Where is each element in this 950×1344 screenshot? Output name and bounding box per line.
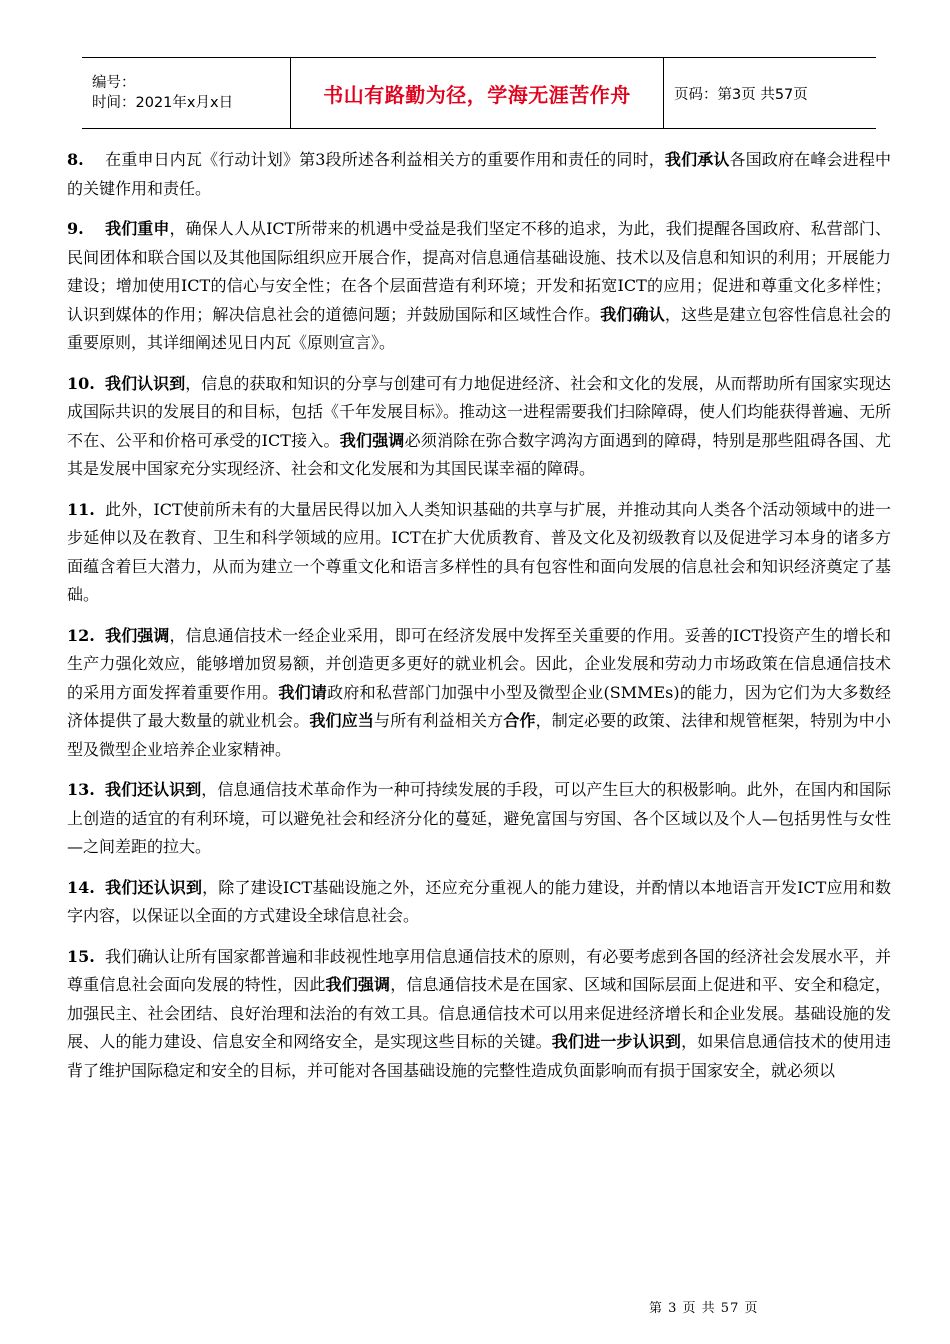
- emphasis-text: 我们承认: [664, 150, 730, 169]
- paragraph-text: ，信息通信技术一经企业采用，即可在经济发展中发挥至关重要的作用。妥善的ICT投资产生的增长和生产力强化效应，能够增加贸易额，并创造更多更好的就业机会。因此，企业发展和劳动力市场政策在信息通信技术的采用方面发挥着重要作用。: [67, 625, 891, 702]
- page-header: [82, 57, 876, 129]
- paragraph-text: ，如果信息通信技术的使用违背了维护国际稳定和安全的目标，并可能对各国基础设施的完整性造成负面影响而有损于国家安全，就必须以: [67, 1032, 891, 1080]
- paragraph-text: ，确保人人从ICT所带来的机遇中受益是我们坚定不移的追求，为此，我们提醒各国政府、私营部门、民间团体和联合国以及其他国际组织应开展合作，提高对信息通信基础设施、技术以及信息和知识的利用；开展能力建设；增加使用ICT的信心与安全性；在各个层面营造有利环境；开发和拓宽ICT的应用；促进和尊重文化多样性；认识到媒体的作用；解决信息社会的道德问题；并鼓励国际和区域性合作。: [67, 219, 891, 324]
- emphasis-text: 我们请: [278, 682, 328, 702]
- paragraph-text: 必须消除在弥合数字鸿沟方面遇到的障碍，特别是那些阻碍各国、尤其是发展中国家充分实现经济、社会和文化发展和为其国民谋幸福的障碍。: [67, 430, 891, 478]
- paragraph-number: 10.: [67, 373, 95, 393]
- emphasis-text: 我们应当: [309, 711, 375, 730]
- paragraph-number: 8.: [67, 150, 84, 169]
- emphasis-text: 我们重申: [105, 219, 170, 238]
- document-body: [67, 146, 891, 1097]
- paragraph-8: [67, 146, 891, 203]
- paragraph-number: 9.: [67, 219, 84, 238]
- paragraph-number: 14.: [67, 877, 95, 897]
- header-page-info: 页码：第3页 共57页: [674, 86, 808, 103]
- emphasis-text: 我们强调: [105, 625, 170, 645]
- emphasis-text: 我们强调: [325, 975, 391, 994]
- paragraph-13: [67, 776, 891, 862]
- paragraph-text: 各国政府在峰会进程中的关键作用和责任。: [67, 150, 891, 198]
- paragraph-text: 我们确认让所有国家都普遍和非歧视性地享用信息通信技术的原则，有必要考虑到各国的经济社会发展水平，并尊重信息社会面向发展的特性，因此: [67, 946, 891, 994]
- emphasis-text: 我们认识到: [105, 373, 186, 393]
- paragraph-text: 此外，ICT使前所未有的大量居民得以加入人类知识基础的共享与扩展，并推动其向人类各个活动领域中的进一步延伸以及在教育、卫生和科学领域的应用。ICT在扩大优质教育、普及文化及初级教育以及促进学习本身的诸多方面蕴含着巨大潜力，从而为建立一个尊重文化和语言多样性的具有包容性和面向发展的信息社会和知识经济奠定了基础。: [67, 499, 891, 604]
- paragraph-number: 11.: [67, 499, 95, 519]
- document-number-label: 编号：: [92, 75, 136, 91]
- paragraph-text: ，除了建设ICT基础设施之外，还应充分重视人的能力建设，并酌情以本地语言开发ICT应用和数字内容，以保证以全面的方式建设全球信息社会。: [67, 877, 891, 925]
- paragraph-10: [67, 370, 891, 484]
- emphasis-text: 我们还认识到: [105, 780, 202, 799]
- paragraph-text: 政府和私营部门加强中小型及微型企业(SMMEs)的能力，因为它们为大多数经济体提供了最大数量的就业机会。: [67, 682, 891, 730]
- paragraph-text: ，这些是建立包容性信息社会的重要原则，其详细阐述见日内瓦《原则宣言》。: [67, 304, 891, 352]
- emphasis-text: 我们确认: [600, 304, 665, 324]
- header-meta: [82, 58, 291, 128]
- paragraph-text: ，制定必要的政策、法律和规管框架，特别为中小型及微型企业培养企业家精神。: [67, 711, 891, 759]
- paragraph-14: [67, 874, 891, 931]
- paragraph-number: 13.: [67, 780, 95, 799]
- emphasis-text: 我们强调: [339, 430, 405, 450]
- paragraph-text: ，信息通信技术是在国家、区域和国际层面上促进和平、安全和稳定，加强民主、社会团结、良好治理和法治的有效工具。信息通信技术可以用来促进经济增长和企业发展。基础设施的发展、人的能力建设、信息安全和网络安全，是实现这些目标的关键。: [67, 975, 891, 1051]
- paragraph-text: 与所有利益相关方: [374, 711, 504, 730]
- paragraph-9: [67, 215, 891, 358]
- emphasis-text: 我们还认识到: [105, 877, 203, 897]
- paragraph-text: 在重申日内瓦《行动计划》第3段所述各利益相关方的重要作用和责任的同时，: [105, 150, 665, 169]
- paragraph-number: 12.: [67, 625, 95, 645]
- header-motto: 书山有路勤为径，学海无涯苦作舟: [291, 58, 664, 128]
- page-footer: 第 3 页 共 57 页: [649, 1301, 759, 1316]
- paragraph-text: ，信息通信技术革命作为一种可持续发展的手段，可以产生巨大的积极影响。此外，在国内和国际上创造的适宜的有利环境，可以避免社会和经济分化的蔓延，避免富国与穷国、各个区域以及个人—包括男性与女性—之间差距的拉大。: [67, 780, 891, 856]
- document-time: 时间：2021年x月x日: [92, 95, 234, 111]
- paragraph-15: [67, 943, 891, 1086]
- paragraph-number: 15.: [67, 946, 95, 966]
- emphasis-text: 合作: [503, 711, 536, 730]
- paragraph-11: [67, 496, 891, 610]
- paragraph-12: [67, 622, 891, 765]
- paragraph-text: ，信息的获取和知识的分享与创建可有力地促进经济、社会和文化的发展，从而帮助所有国家实现达成国际共识的发展目的和目标，包括《千年发展目标》。推动这一进程需要我们扫除障碍，使人们均能获得普遍、无所不在、公平和价格可承受的ICT接入。: [67, 373, 892, 450]
- emphasis-text: 我们进一步认识到: [551, 1032, 682, 1051]
